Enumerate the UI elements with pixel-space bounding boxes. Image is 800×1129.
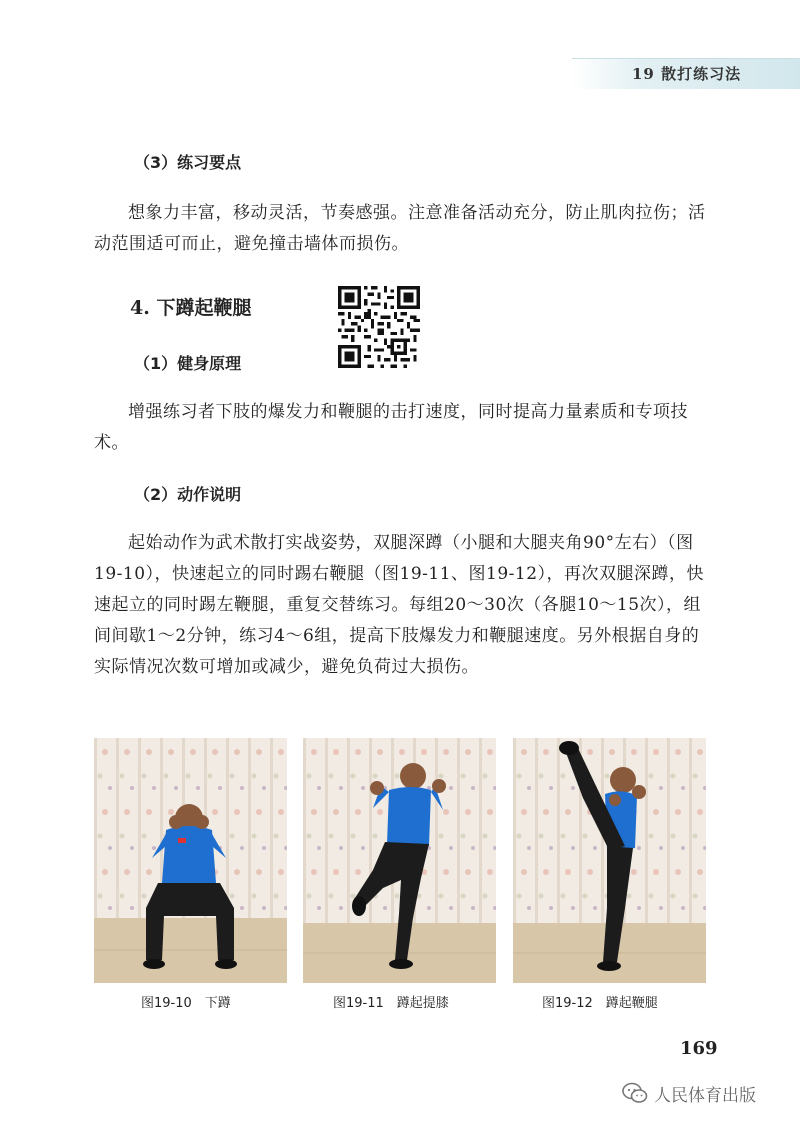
wechat-icon: [622, 1082, 648, 1104]
figure-caption-knee-raise: 图19-11 蹲起提膝: [333, 996, 449, 1011]
watermark-text: 人民体育出版: [654, 1085, 756, 1106]
chapter-header-title: 19 散打练习法: [632, 65, 742, 83]
page-number: 169: [680, 1038, 718, 1059]
figure-caption-squat: 图19-10 下蹲: [141, 996, 231, 1011]
figure-knee-raise-photo: [303, 738, 496, 983]
practice-points-heading: （3）练习要点: [134, 153, 242, 172]
practice-points-paragraph: 想象力丰富，移动灵活，节奏感强。注意准备活动充分，防止肌肉拉伤；活动范围适可而止，避免撞击墙体而损伤。: [94, 203, 706, 254]
qr-code[interactable]: [338, 286, 420, 368]
figure-squat-photo: [94, 738, 287, 983]
section-title: 4. 下蹲起鞭腿: [130, 297, 252, 319]
fitness-principle-paragraph: 增强练习者下肢的爆发力和鞭腿的击打速度，同时提高力量素质和专项技术。: [94, 402, 688, 453]
fitness-principle-heading: （1）健身原理: [134, 354, 242, 373]
figure-caption-whip-kick: 图19-12 蹲起鞭腿: [542, 996, 658, 1011]
action-description-paragraph: 起始动作为武术散打实战姿势，双腿深蹲（小腿和大腿夹角90°左右）（图19-10），快速起立的同时踢右鞭腿（图19-11、图19-12），再次双腿深蹲，快速起立的同时踢左鞭腿，重复交替练习。每组20～30次（各腿10～15次），组间间歇1～2分钟，练习4～6组，提高下肢爆发力和鞭腿速度。另外根据自身的实际情况次数可增加或减少，避免负荷过大损伤。: [94, 533, 705, 677]
publisher-watermark: [622, 1081, 756, 1105]
figure-whip-kick-photo: [513, 738, 706, 983]
action-description-heading: （2）动作说明: [134, 485, 242, 504]
